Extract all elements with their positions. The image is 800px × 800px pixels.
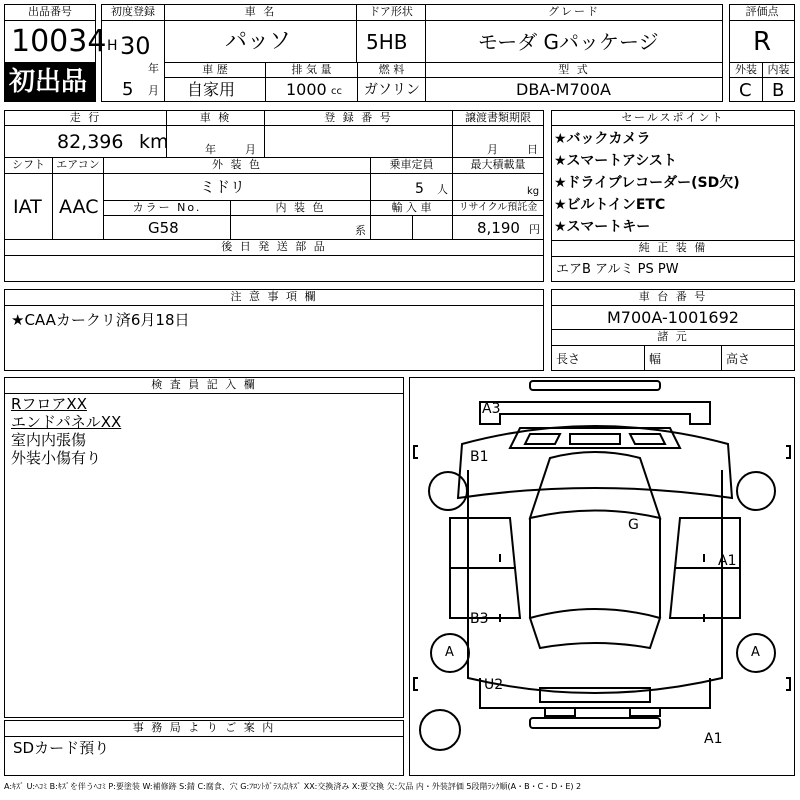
recycle-box	[452, 215, 544, 240]
plate-box	[264, 125, 453, 158]
fuel-label: 燃 料	[357, 62, 426, 78]
length-box	[551, 345, 645, 371]
import-label: 輸 入 車	[370, 200, 453, 216]
history-label: 車 歴	[164, 62, 266, 78]
transfer-day-unit: 日	[527, 143, 538, 156]
color-box	[103, 173, 371, 201]
history: 自家用	[187, 80, 236, 99]
grade-box	[425, 20, 723, 63]
width-box	[644, 345, 722, 371]
sales-item: ★スマートキー	[554, 219, 651, 235]
sales-item: ★ドライブレコーダー(SD欠)	[554, 175, 740, 191]
int-grade: B	[772, 80, 785, 101]
import-box-b	[412, 215, 453, 240]
chassis-label: 車 台 番 号	[551, 289, 795, 306]
ext-grade: C	[739, 80, 752, 101]
equipment-box	[551, 256, 795, 282]
int-color-label: 内 装 色	[230, 200, 371, 216]
damage-mark-a1-side: A1	[718, 553, 737, 569]
mileage-unit: km	[139, 131, 169, 153]
model-label: 型 式	[425, 62, 723, 78]
score-label: 評価点	[729, 4, 795, 21]
office-note: SDカード預り	[13, 739, 110, 757]
height-box	[721, 345, 795, 371]
damage-mark-b3: B3	[470, 611, 489, 627]
door-type: 5HB	[366, 30, 408, 54]
car-diagram	[410, 378, 794, 775]
mileage-box	[4, 125, 167, 158]
ext-grade-box	[729, 77, 763, 102]
load-unit: kg	[527, 186, 540, 197]
reg-month: 5	[122, 79, 134, 100]
transfer-label: 譲渡書類期限	[452, 110, 544, 126]
recycle-label: リサイクル預託金	[452, 200, 544, 216]
int-color-unit: 系	[355, 224, 366, 237]
equipment-label: 純 正 装 備	[551, 240, 795, 257]
transfer-month-unit: 月	[487, 143, 498, 156]
fuel-box	[357, 77, 426, 102]
reg-year-unit: 年	[148, 62, 159, 75]
inspector-line: エンドパネルXX	[11, 413, 122, 431]
color-no-label: カラー No.	[103, 200, 231, 216]
reg-year: 30	[120, 32, 151, 60]
inspector-label: 検 査 員 記 入 欄	[4, 377, 404, 394]
color: ミドリ	[200, 178, 246, 196]
recycle-unit: 円	[529, 223, 540, 236]
sales-item: ★バックカメラ	[554, 131, 651, 147]
capacity-box	[370, 173, 453, 201]
mileage-label: 走 行	[4, 110, 167, 126]
displacement-box	[265, 77, 358, 102]
damage-mark-g: G	[628, 517, 639, 533]
ac-label: エアコン	[52, 157, 104, 174]
load-label: 最大積載量	[452, 157, 544, 174]
inspector-box	[4, 393, 404, 718]
model: DBA-M700A	[516, 80, 611, 99]
displacement: 1000	[286, 80, 327, 99]
car-name: パッソ	[225, 29, 292, 54]
inspection-month-unit: 月	[245, 143, 256, 156]
recycle: 8,190	[477, 219, 520, 237]
first-listing-text: 初出品	[9, 67, 88, 97]
ext-grade-label: 外装	[729, 62, 763, 78]
damage-mark-a-left: A	[445, 645, 454, 660]
car-name-box	[164, 20, 357, 63]
capacity: 5	[415, 181, 424, 197]
damage-mark-a3: A3	[482, 401, 501, 417]
int-grade-box	[762, 77, 795, 102]
first-listing-badge	[4, 62, 96, 102]
office-box	[4, 736, 404, 776]
reg-era: H	[107, 38, 118, 54]
load-box	[452, 173, 544, 201]
lot-label: 出品番号	[4, 4, 96, 21]
grade-label: グレード	[425, 4, 723, 21]
inspection-box	[166, 125, 265, 158]
car-name-label: 車 名	[164, 4, 357, 21]
height-label: 高さ	[726, 352, 751, 366]
equipment: エアB アルミ PS PW	[556, 262, 679, 277]
grade: モーダ Gパッケージ	[478, 30, 659, 54]
lot-number-box	[4, 20, 107, 63]
sales-box	[551, 125, 795, 241]
legend: A:ｷｽﾞ U:ﾍｺﾐ B:ｷｽﾞを伴うﾍｺﾐ P:要塗装 W:補修跡 S:錆 C:腐食、穴 G:ﾌﾛﾝﾄｶﾞﾗｽ点ｷｽﾞ XX:交換済み X:要交換 欠:欠品 内・外装評価 5段階ﾗﾝｸ順(A・B・C・D・E) 2	[4, 782, 582, 791]
lot-number: 10034	[11, 24, 107, 59]
later-parts-label: 後 日 発 送 部 品	[4, 239, 544, 256]
score-box	[729, 20, 795, 63]
transfer-box	[452, 125, 544, 158]
history-box	[164, 77, 266, 102]
damage-mark-b1: B1	[470, 449, 489, 465]
capacity-label: 乗車定員	[370, 157, 453, 174]
door-label: ドア形状	[356, 4, 426, 21]
chassis-box	[551, 305, 795, 330]
inspection-label: 車 検	[166, 110, 265, 126]
int-color-box	[230, 215, 371, 240]
reg-label: 初度登録	[101, 4, 165, 21]
sales-item: ★スマートアシスト	[554, 153, 677, 169]
import-box-a	[370, 215, 413, 240]
notes-label: 注 意 事 項 欄	[4, 289, 544, 306]
displacement-unit: cc	[331, 86, 342, 97]
width-label: 幅	[649, 352, 662, 366]
model-box	[425, 77, 723, 102]
car-diagram-box	[409, 377, 795, 776]
notes-box	[4, 305, 544, 371]
sales-label: セールスポイント	[551, 110, 795, 126]
color-no-box	[103, 215, 231, 240]
later-parts-box	[4, 255, 544, 282]
reg-month-unit: 月	[148, 84, 159, 97]
dims-label: 諸 元	[551, 329, 795, 346]
notes: ★CAAカークリ済6月18日	[11, 311, 190, 329]
damage-mark-a1-rear: A1	[704, 731, 723, 747]
capacity-unit: 人	[437, 183, 448, 196]
inspector-line: 室内内張傷	[11, 431, 87, 449]
reg-date-box	[101, 20, 165, 102]
ac-box	[52, 173, 104, 240]
chassis-number: M700A-1001692	[607, 308, 739, 327]
mileage: 82,396	[57, 131, 124, 153]
inspector-line: RフロアXX	[11, 395, 87, 413]
shift-label: シフト	[4, 157, 53, 174]
int-grade-label: 内装	[762, 62, 795, 78]
shift: IAT	[13, 196, 42, 218]
fuel: ガソリン	[364, 82, 420, 98]
damage-mark-a-right: A	[751, 645, 760, 660]
displacement-label: 排 気 量	[265, 62, 358, 78]
plate-label: 登 録 番 号	[264, 110, 453, 126]
inspector-line: 外装小傷有り	[11, 449, 102, 467]
sales-item: ★ビルトインETC	[554, 197, 666, 213]
inspection-year-unit: 年	[205, 143, 216, 156]
score: R	[753, 27, 772, 57]
length-label: 長さ	[556, 352, 581, 366]
color-no: G58	[148, 219, 179, 237]
color-label: 外 装 色	[103, 157, 371, 174]
ac: AAC	[59, 196, 99, 218]
shift-box	[4, 173, 53, 240]
office-label: 事 務 局 よ り ご 案 内	[4, 720, 404, 737]
damage-mark-u2: U2	[484, 677, 504, 693]
door-box	[356, 20, 426, 63]
